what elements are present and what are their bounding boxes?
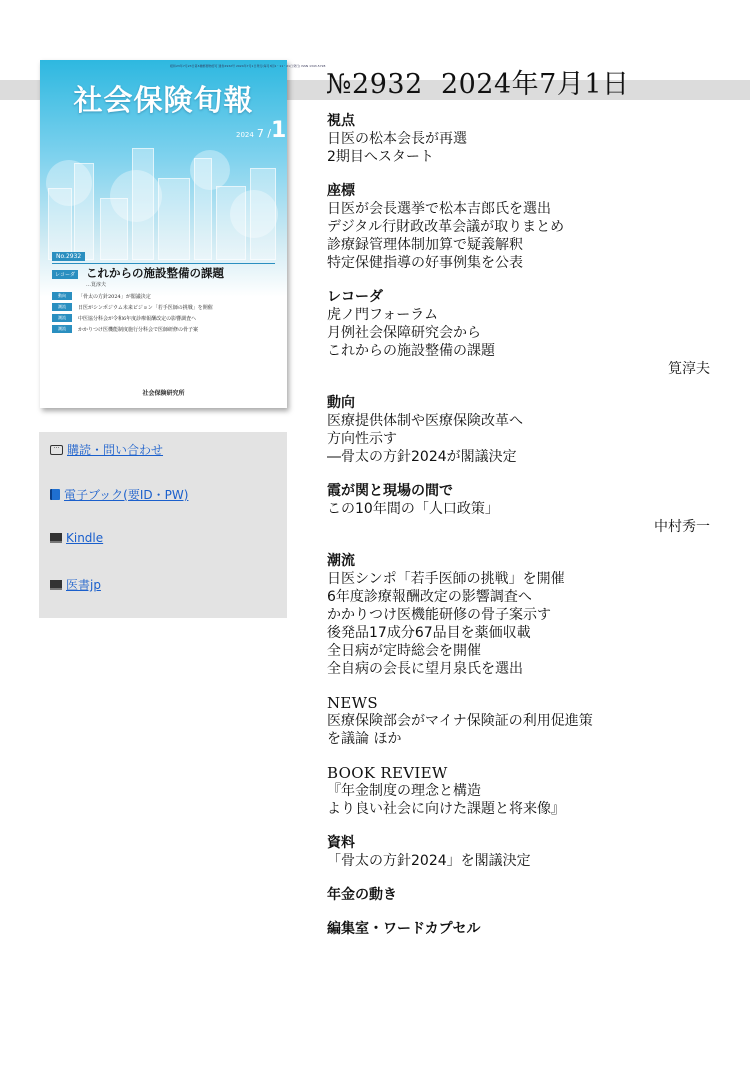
cover-lead-title: これからの施設整備の課題: [86, 266, 224, 280]
kindle-link[interactable]: Kindle: [66, 531, 104, 545]
section-line: 虎ノ門フォーラム: [327, 307, 439, 323]
section-title: NEWS: [327, 694, 378, 712]
cover-month: 7 /: [256, 127, 272, 140]
cover-cityscape: [40, 140, 287, 260]
toc-section-henshu: [327, 920, 712, 938]
cover-lead-tag: レコーダ: [52, 270, 78, 279]
section-title: 動向: [327, 395, 355, 411]
section-line: を議論 ほか: [327, 731, 402, 747]
section-line: これからの施設整備の課題: [327, 343, 495, 359]
links-panel: [39, 432, 287, 618]
subscribe-contact-link-row: [50, 441, 163, 458]
cover-headline: 動向 「骨太の方針2024」が閣議決定: [52, 292, 277, 300]
section-line: 『年金制度の理念と構造: [327, 783, 481, 799]
section-line: 後発品17成分67品目を薬価収載: [327, 625, 531, 641]
section-line: 特定保健指導の好事例集を公表: [327, 255, 523, 271]
section-line: 方向性示す: [327, 431, 397, 447]
section-title: 潮流: [327, 553, 355, 569]
table-of-contents: [327, 112, 712, 954]
cover-title: 社会保険旬報: [73, 83, 254, 117]
laptop-icon: [50, 580, 62, 590]
ebook-link[interactable]: 電子ブック(要ID・PW): [64, 488, 189, 502]
toc-section-book-review: [327, 764, 712, 818]
toc-section-zahyo: [327, 182, 712, 272]
section-line: ―骨太の方針2024が閣議決定: [327, 449, 517, 465]
chat-icon: ···: [50, 445, 63, 455]
cover-lead-author: …筧淳夫: [86, 282, 107, 288]
toc-section-recorder: [327, 288, 712, 378]
subscribe-contact-link[interactable]: 購読・問い合わせ: [67, 443, 164, 457]
laptop-icon: [50, 533, 62, 543]
section-title: 視点: [327, 113, 355, 129]
cover-headline: 潮流 日医がシンポジウム未来ビジョン「若手医師の挑戦」を開催: [52, 303, 277, 311]
cover-headline-list: [52, 292, 277, 336]
cover-day: 1: [271, 118, 287, 143]
section-line: 「骨太の方針2024」を閣議決定: [327, 853, 531, 869]
section-author: 筧淳夫: [668, 361, 710, 377]
isho-jp-link-row: [50, 576, 101, 593]
section-author: 中村秀一: [654, 519, 710, 535]
cover-fine-print: 昭和23年7月23日第3種郵便物認可 通巻2932号 2024年7月1日発行(毎月3回1・11・21日発行) ISSN 1343-5728: [170, 64, 326, 68]
magazine-cover-image[interactable]: [40, 60, 326, 408]
section-line: より良い社会に向けた課題と将来像』: [327, 801, 565, 817]
section-title: 霞が関と現場の間で: [327, 483, 453, 499]
issue-header: [326, 62, 630, 101]
toc-section-shiryo: [327, 834, 712, 870]
cover-issue-tag: No.2932: [52, 252, 85, 261]
ebook-icon: [50, 489, 60, 500]
issue-date: 2024年7月1日: [440, 69, 630, 100]
cover-divider: [52, 263, 275, 264]
section-line: 日医が会長選挙で松本吉郎氏を選出: [327, 201, 551, 217]
cover-year: 2024: [236, 131, 254, 139]
section-line: この10年間の「人口政策」: [327, 501, 499, 517]
toc-section-news: [327, 694, 712, 748]
ebook-link-row: [50, 486, 188, 503]
toc-section-nenkin: [327, 886, 712, 904]
section-title: BOOK REVIEW: [327, 764, 448, 782]
toc-section-choryu: [327, 552, 712, 678]
kindle-link-row: [50, 531, 103, 545]
section-line: 医療提供体制や医療保険改革へ: [327, 413, 523, 429]
section-line: 6年度診療報酬改定の影響調査へ: [327, 589, 532, 605]
issue-number: №2932: [326, 69, 423, 100]
section-line: 月例社会保障研究会から: [327, 325, 481, 341]
section-line: かかりつけ医機能研修の骨子案示す: [327, 607, 551, 623]
section-line: 全日病が定時総会を開催: [327, 643, 481, 659]
isho-jp-link[interactable]: 医書jp: [66, 578, 101, 592]
section-title: 資料: [327, 835, 355, 851]
section-line: デジタル行財政改革会議が取りまとめ: [327, 219, 565, 235]
section-title: 編集室・ワードカプセル: [327, 921, 481, 937]
cover-headline: 潮流 かかりつけ医機能制度施行分科会で医師研修の骨子案: [52, 325, 277, 333]
section-title: 座標: [327, 183, 355, 199]
section-line: 日医の松本会長が再選: [327, 131, 467, 147]
section-line: 全自病の会長に望月泉氏を選出: [327, 661, 523, 677]
section-line: 医療保険部会がマイナ保険証の利用促進策: [327, 713, 593, 729]
toc-section-shiten: [327, 112, 712, 166]
section-title: 年金の動き: [327, 887, 397, 903]
cover-publisher: 社会保険研究所: [142, 390, 185, 397]
section-line: 2期目へスタート: [327, 149, 434, 165]
toc-section-doko: [327, 394, 712, 466]
toc-section-kasumigaseki: [327, 482, 712, 536]
section-line: 日医シンポ「若手医師の挑戦」を開催: [327, 571, 565, 587]
cover-headline: 潮流 中医協分科会が令和6年度診療報酬改定の影響調査へ: [52, 314, 277, 322]
section-line: 診療録管理体制加算で疑義解釈: [327, 237, 523, 253]
section-title: レコーダ: [327, 289, 383, 305]
